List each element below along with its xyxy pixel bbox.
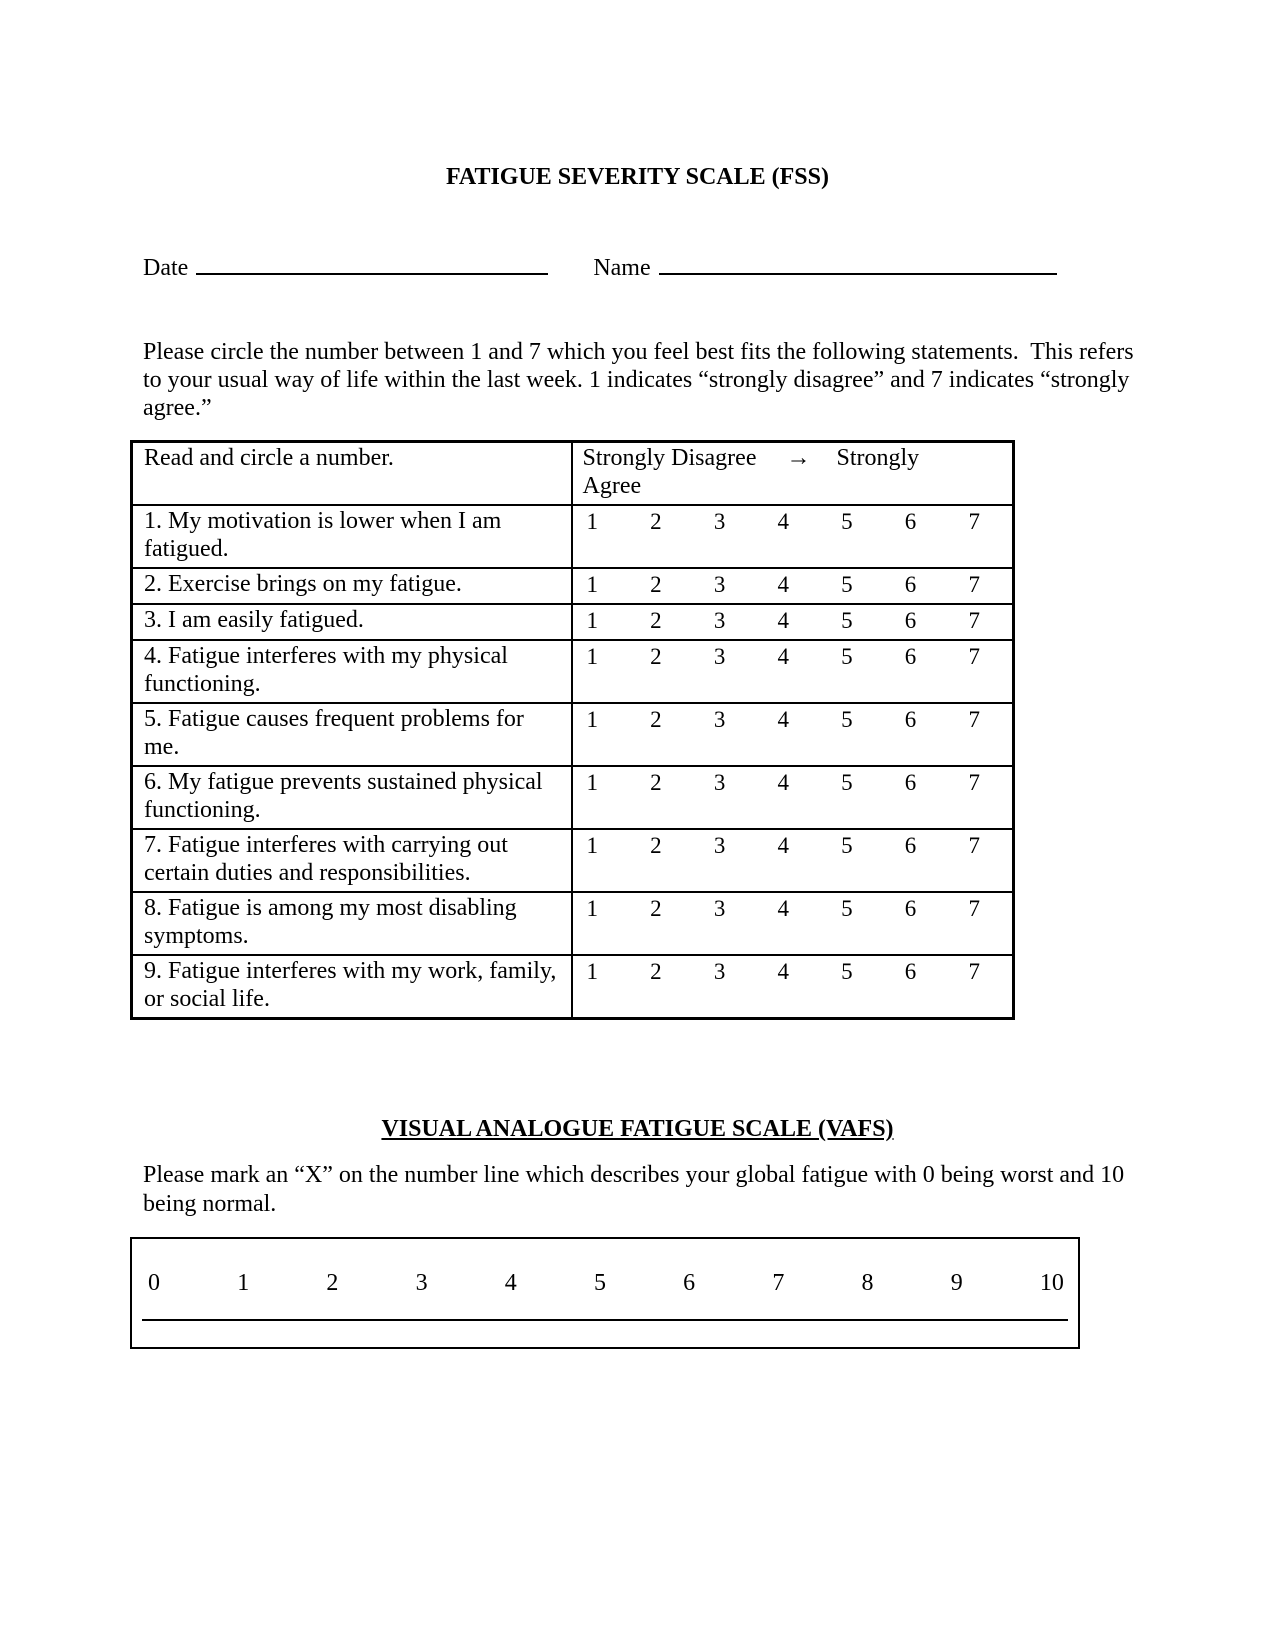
fss-question-cell: 3. I am easily fatigued. bbox=[132, 604, 572, 640]
scale-number-4[interactable]: 4 bbox=[777, 707, 789, 732]
name-blank[interactable] bbox=[659, 247, 1057, 275]
vafs-number-5: 5 bbox=[593, 1270, 606, 1296]
page-title: FATIGUE SEVERITY SCALE (FSS) bbox=[446, 164, 829, 190]
scale-number-5[interactable]: 5 bbox=[841, 707, 853, 732]
fss-header-question: Read and circle a number. bbox=[132, 442, 572, 506]
scale-number-7[interactable]: 7 bbox=[968, 833, 980, 858]
vafs-instructions: Please mark an “X” on the number line which describes your global fatigue with 0 being worst and 10 being normal. bbox=[143, 1162, 1125, 1217]
fss-scale-options bbox=[573, 768, 1013, 797]
scale-number-3[interactable]: 3 bbox=[713, 572, 726, 597]
scale-number-1[interactable]: 1 bbox=[586, 770, 598, 795]
scale-number-6[interactable]: 6 bbox=[904, 644, 917, 669]
vafs-title: VISUAL ANALOGUE FATIGUE SCALE (VAFS) bbox=[381, 1116, 894, 1142]
vafs-number-0: 0 bbox=[148, 1270, 160, 1296]
fss-instructions: Please circle the number between 1 and 7 which you feel best fits the following statements. This refers to your usual way of life within the last week. 1 indicates “strongly disagree” and 7 indicates “strongly agree.” bbox=[143, 339, 1134, 421]
scale-number-7[interactable]: 7 bbox=[968, 572, 980, 597]
fss-scale-cell bbox=[572, 829, 1014, 892]
scale-header-agree-word1: Strongly bbox=[836, 445, 920, 471]
scale-number-6[interactable]: 6 bbox=[904, 572, 917, 597]
fss-scale-options bbox=[573, 831, 1013, 860]
scale-number-5[interactable]: 5 bbox=[841, 959, 853, 984]
scale-number-2[interactable]: 2 bbox=[650, 896, 662, 921]
scale-number-6[interactable]: 6 bbox=[904, 707, 917, 732]
date-label: Date bbox=[143, 255, 189, 281]
scale-number-2[interactable]: 2 bbox=[650, 509, 662, 534]
scale-number-7[interactable]: 7 bbox=[968, 896, 980, 921]
scale-number-1[interactable]: 1 bbox=[586, 959, 598, 984]
fss-scale-options bbox=[573, 507, 1013, 536]
scale-number-7[interactable]: 7 bbox=[968, 509, 980, 534]
fss-table-row bbox=[132, 640, 1014, 703]
fss-scale-cell bbox=[572, 568, 1014, 604]
fss-question-cell: 2. Exercise brings on my fatigue. bbox=[132, 568, 572, 604]
fss-table-row bbox=[132, 604, 1014, 640]
vafs-number-3: 3 bbox=[415, 1270, 428, 1296]
scale-number-6[interactable]: 6 bbox=[904, 770, 917, 795]
fss-scale-cell bbox=[572, 640, 1014, 703]
scale-number-5[interactable]: 5 bbox=[841, 833, 853, 858]
scale-number-3[interactable]: 3 bbox=[713, 707, 726, 732]
scale-header-line1 bbox=[573, 444, 1013, 472]
vafs-number-6: 6 bbox=[683, 1270, 696, 1296]
scale-number-2[interactable]: 2 bbox=[650, 608, 662, 633]
fss-scale-cell bbox=[572, 892, 1014, 955]
scale-number-4[interactable]: 4 bbox=[777, 509, 789, 534]
scale-number-4[interactable]: 4 bbox=[777, 896, 789, 921]
right-arrow-icon: → bbox=[786, 445, 811, 471]
date-name-row bbox=[143, 247, 1132, 282]
scale-number-5[interactable]: 5 bbox=[841, 572, 853, 597]
fss-table-row bbox=[132, 892, 1014, 955]
scale-number-6[interactable]: 6 bbox=[904, 896, 917, 921]
scale-number-3[interactable]: 3 bbox=[713, 644, 726, 669]
scale-number-4[interactable]: 4 bbox=[777, 770, 789, 795]
vafs-numbers-row bbox=[148, 1269, 1064, 1297]
vafs-number-line-box bbox=[130, 1237, 1080, 1349]
fss-header-scale bbox=[572, 442, 1014, 506]
scale-number-4[interactable]: 4 bbox=[777, 959, 789, 984]
fss-table-header-row bbox=[132, 442, 1014, 506]
fss-scale-options bbox=[573, 957, 1013, 986]
scale-header-agree-word2: Agree bbox=[582, 473, 642, 499]
fss-table-row bbox=[132, 955, 1014, 1019]
scale-number-7[interactable]: 7 bbox=[968, 644, 980, 669]
scale-number-1[interactable]: 1 bbox=[586, 572, 598, 597]
fss-scale-options bbox=[573, 642, 1013, 671]
scale-number-4[interactable]: 4 bbox=[777, 833, 789, 858]
scale-number-1[interactable]: 1 bbox=[586, 707, 598, 732]
scale-number-4[interactable]: 4 bbox=[777, 572, 789, 597]
scale-number-3[interactable]: 3 bbox=[713, 509, 726, 534]
scale-number-5[interactable]: 5 bbox=[841, 509, 853, 534]
scale-number-7[interactable]: 7 bbox=[968, 959, 980, 984]
scale-number-2[interactable]: 2 bbox=[650, 707, 662, 732]
vafs-mark-line[interactable] bbox=[142, 1319, 1068, 1321]
fss-question-cell: 5. Fatigue causes frequent problems for me. bbox=[132, 703, 572, 766]
scale-number-2[interactable]: 2 bbox=[650, 833, 662, 858]
scale-header-disagree: Strongly Disagree bbox=[582, 445, 757, 471]
scale-number-1[interactable]: 1 bbox=[586, 509, 598, 534]
scale-number-5[interactable]: 5 bbox=[841, 608, 853, 633]
scale-number-7[interactable]: 7 bbox=[968, 770, 980, 795]
fss-scale-options bbox=[573, 705, 1013, 734]
fss-table-row bbox=[132, 568, 1014, 604]
scale-number-2[interactable]: 2 bbox=[650, 959, 662, 984]
fss-table-row bbox=[132, 703, 1014, 766]
vafs-number-2: 2 bbox=[326, 1270, 339, 1296]
fss-scale-options bbox=[573, 894, 1013, 923]
scale-number-7[interactable]: 7 bbox=[968, 707, 980, 732]
name-label: Name bbox=[593, 255, 651, 281]
scale-number-6[interactable]: 6 bbox=[904, 959, 917, 984]
scale-number-3[interactable]: 3 bbox=[713, 896, 726, 921]
scale-number-6[interactable]: 6 bbox=[904, 833, 917, 858]
fss-question-cell: 4. Fatigue interferes with my physical functioning. bbox=[132, 640, 572, 703]
fss-scale-cell bbox=[572, 505, 1014, 568]
scale-number-2[interactable]: 2 bbox=[650, 572, 662, 597]
fss-table bbox=[130, 440, 1015, 1020]
scale-number-7[interactable]: 7 bbox=[968, 608, 980, 633]
scale-number-6[interactable]: 6 bbox=[904, 509, 917, 534]
fss-question-cell: 6. My fatigue prevents sustained physical functioning. bbox=[132, 766, 572, 829]
scale-number-6[interactable]: 6 bbox=[904, 608, 917, 633]
fss-question-cell: 8. Fatigue is among my most disabling symptoms. bbox=[132, 892, 572, 955]
scale-number-4[interactable]: 4 bbox=[777, 608, 789, 633]
scale-number-3[interactable]: 3 bbox=[713, 959, 726, 984]
scale-number-5[interactable]: 5 bbox=[841, 644, 853, 669]
scale-number-4[interactable]: 4 bbox=[777, 644, 789, 669]
fss-question-cell: 1. My motivation is lower when I am fatigued. bbox=[132, 505, 572, 568]
fss-question-cell: 9. Fatigue interferes with my work, family, or social life. bbox=[132, 955, 572, 1019]
vafs-number-9: 9 bbox=[950, 1270, 963, 1296]
vafs-number-10: 10 bbox=[1039, 1270, 1064, 1296]
fss-table-row bbox=[132, 505, 1014, 568]
fss-table-row bbox=[132, 829, 1014, 892]
fss-scale-cell bbox=[572, 703, 1014, 766]
scale-number-2[interactable]: 2 bbox=[650, 644, 662, 669]
fss-scale-cell bbox=[572, 766, 1014, 829]
vafs-number-7: 7 bbox=[772, 1270, 785, 1296]
fss-scale-cell bbox=[572, 955, 1014, 1019]
fss-scale-options bbox=[573, 606, 1013, 635]
scale-number-2[interactable]: 2 bbox=[650, 770, 662, 795]
scale-number-3[interactable]: 3 bbox=[713, 833, 726, 858]
scale-number-1[interactable]: 1 bbox=[586, 644, 598, 669]
date-blank[interactable] bbox=[196, 247, 548, 275]
fss-table-row bbox=[132, 766, 1014, 829]
fss-scale-options bbox=[573, 570, 1013, 599]
scale-number-5[interactable]: 5 bbox=[841, 896, 853, 921]
scale-number-1[interactable]: 1 bbox=[586, 833, 598, 858]
scale-number-1[interactable]: 1 bbox=[586, 896, 598, 921]
vafs-number-1: 1 bbox=[237, 1270, 250, 1296]
scale-number-5[interactable]: 5 bbox=[841, 770, 853, 795]
scale-number-3[interactable]: 3 bbox=[713, 770, 726, 795]
scale-number-3[interactable]: 3 bbox=[713, 608, 726, 633]
scale-number-1[interactable]: 1 bbox=[586, 608, 598, 633]
vafs-number-8: 8 bbox=[861, 1270, 874, 1296]
fss-scale-cell bbox=[572, 604, 1014, 640]
fss-table-body bbox=[132, 442, 1014, 1019]
fss-question-cell: 7. Fatigue interferes with carrying out certain duties and responsibilities. bbox=[132, 829, 572, 892]
vafs-number-4: 4 bbox=[504, 1270, 517, 1296]
